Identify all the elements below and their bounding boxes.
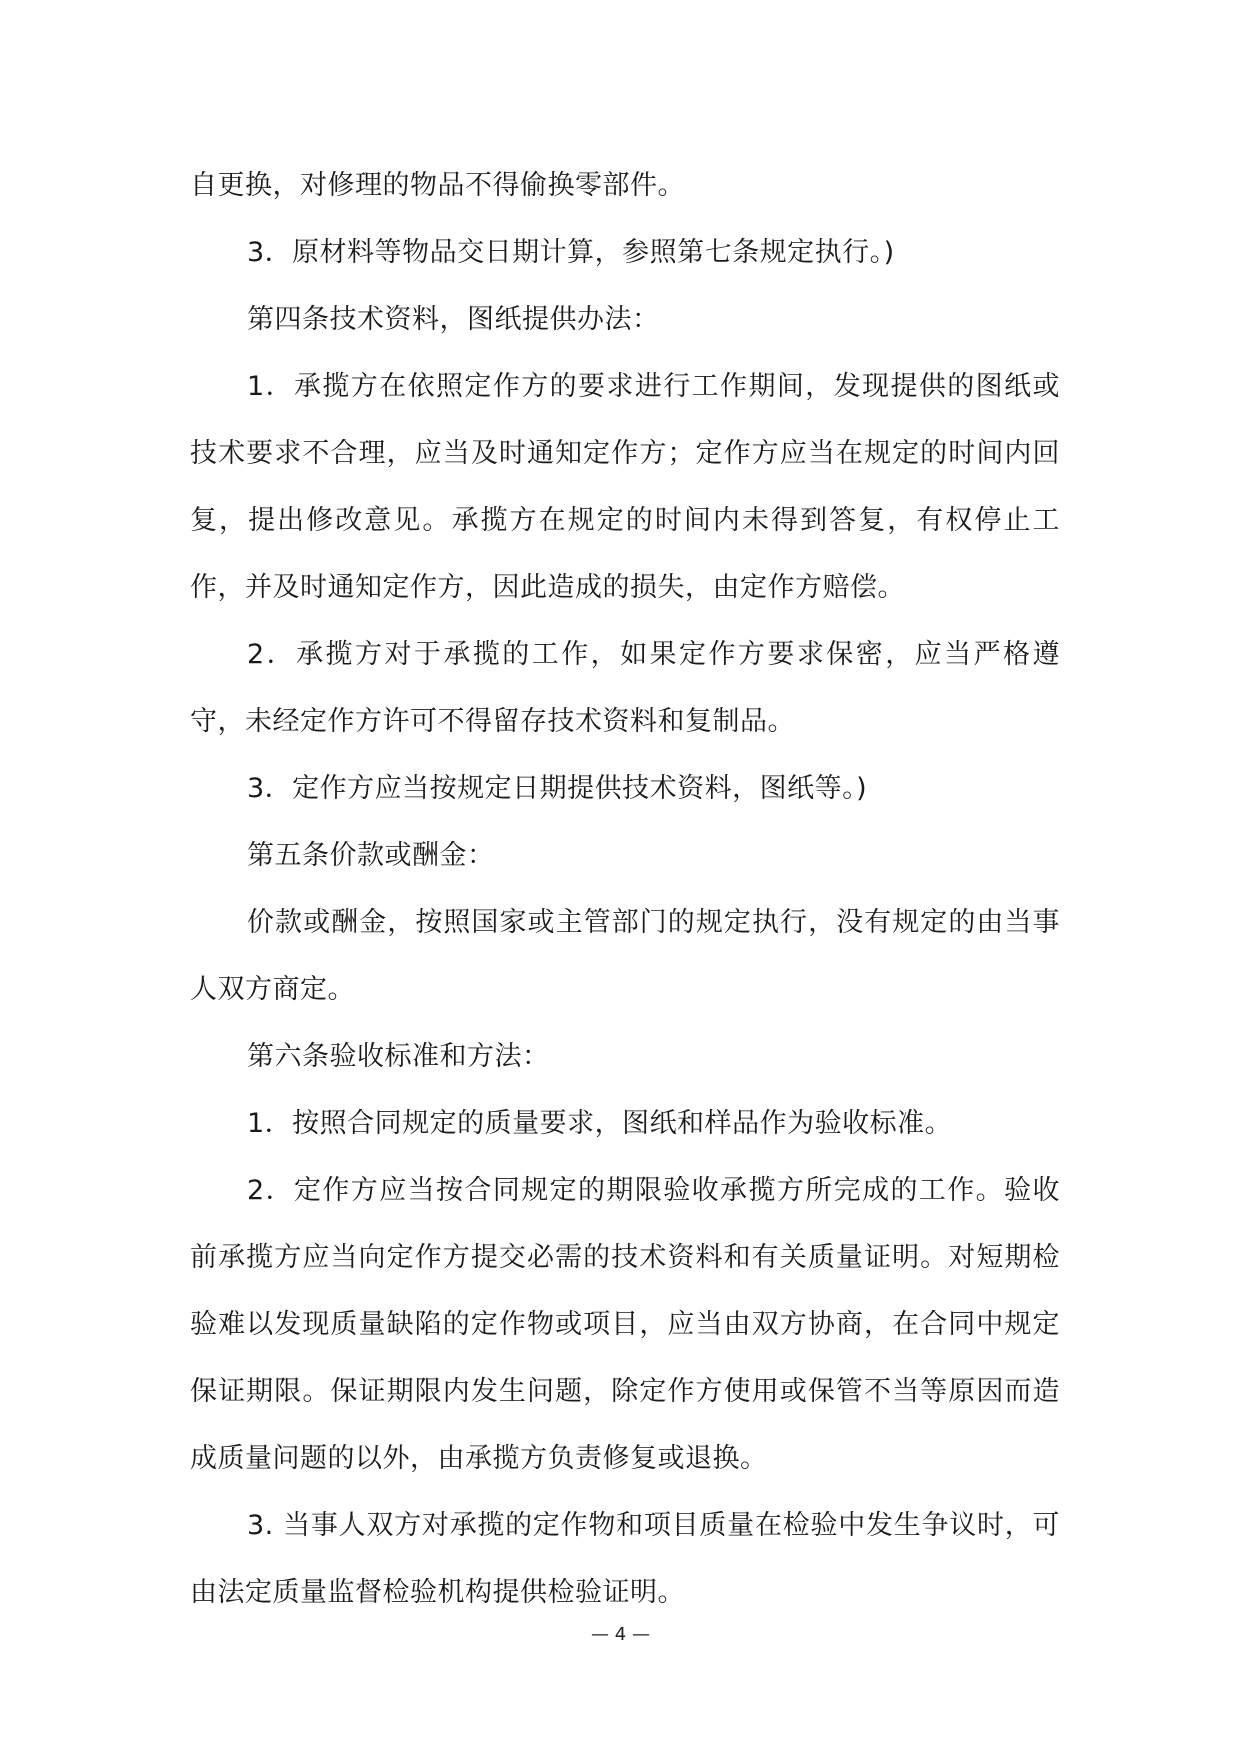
paragraph-4: 1．承揽方在依照定作方的要求进行工作期间，发现提供的图纸或技术要求不合理，应当及时通知定作方；定作方应当在规定的时间内回复，提出修改意见。承揽方在规定的时间内未得到答复，有权停止工作，并及时通知定作方，因此造成的损失，由定作方赔偿。 <box>190 371 1060 603</box>
paragraph-8: 价款或酬金，按照国家或主管部门的规定执行，没有规定的由当事人双方商定。 <box>190 907 1060 1005</box>
paragraph-2: 3．原材料等物品交日期计算，参照第七条规定执行。) <box>247 237 895 268</box>
paragraph-6: 3．定作方应当按规定日期提供技术资料，图纸等。) <box>247 773 868 804</box>
article-5-heading: 第五条价款或酬金： <box>247 840 495 871</box>
paragraph-1: 自更换，对修理的物品不得偷换零部件。 <box>190 170 685 201</box>
paragraph-11: 2．定作方应当按合同规定的期限验收承揽方所完成的工作。验收前承揽方应当向定作方提交必需的技术资料和有关质量证明。对短期检验难以发现质量缺陷的定作物或项目，应当由双方协商，在合同中规定保证期限。保证期限内发生问题，除定作方使用或保管不当等原因而造成质量问题的以外，由承揽方负责修复或退换。 <box>190 1175 1060 1474</box>
body-text <box>190 152 1060 1626</box>
paragraph-5: 2．承揽方对于承揽的工作，如果定作方要求保密，应当严格遵守，未经定作方许可不得留存技术资料和复制品。 <box>190 639 1060 737</box>
article-4-heading: 第四条技术资料，图纸提供办法： <box>247 304 660 335</box>
article-6-heading: 第六条验收标准和方法： <box>247 1041 550 1072</box>
paragraph-10: 1．按照合同规定的质量要求，图纸和样品作为验收标准。 <box>247 1108 953 1139</box>
paragraph-12: 3. 当事人双方对承揽的定作物和项目质量在检验中发生争议时，可由法定质量监督检验机构提供检验证明。 <box>190 1510 1060 1608</box>
page-number: — 4 — <box>591 1624 650 1645</box>
